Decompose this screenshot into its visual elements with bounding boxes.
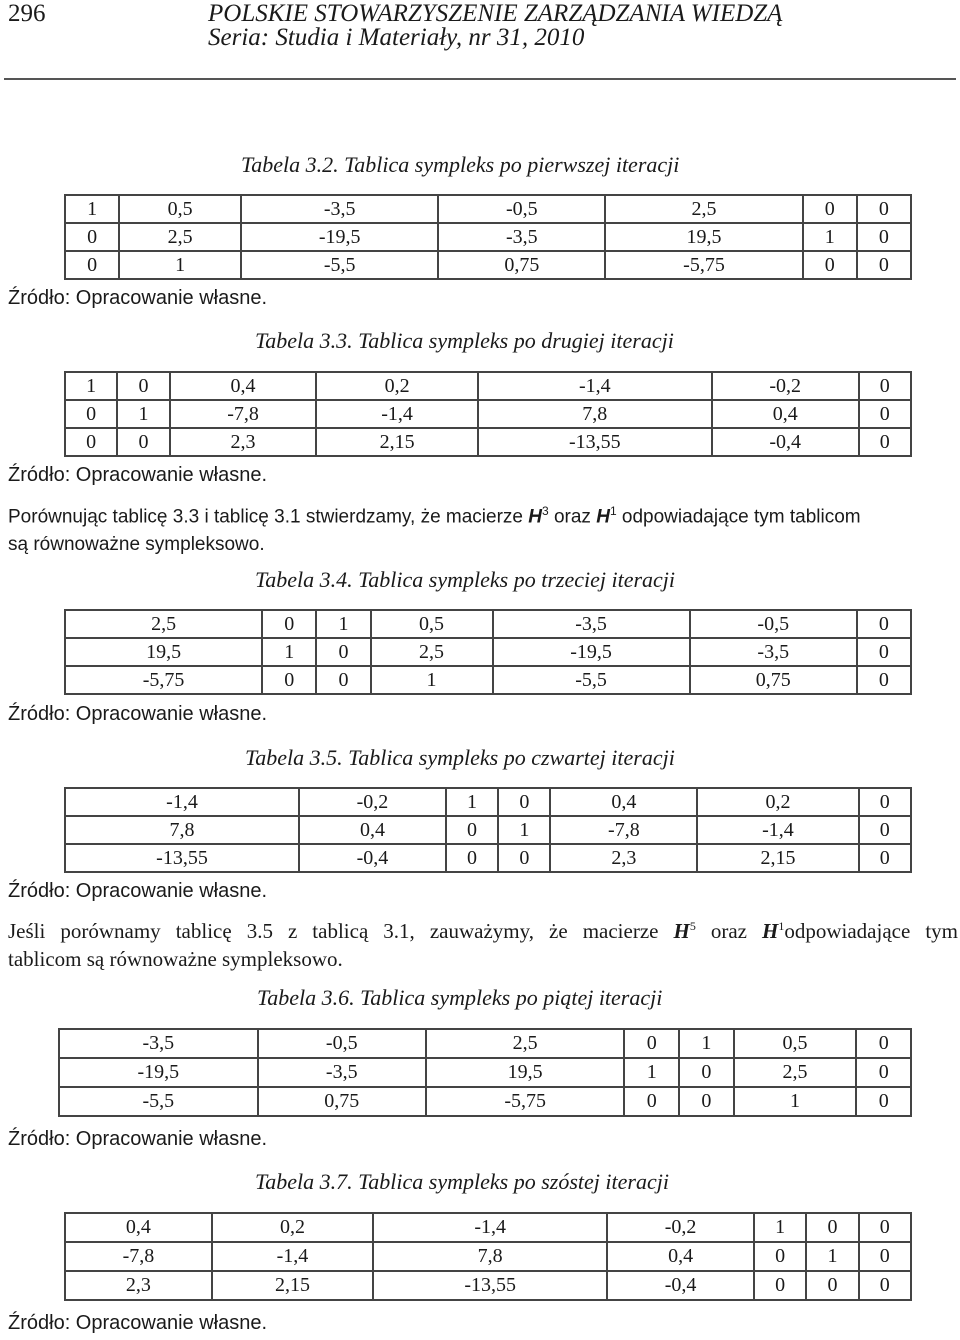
table-cell: 0	[859, 372, 911, 400]
table-cell: -0,4	[607, 1271, 754, 1300]
matrix-superscript: 1	[609, 504, 617, 518]
table-cell: 0,5	[371, 610, 493, 638]
table-cell: 0	[859, 816, 911, 844]
table-cell: 1	[754, 1213, 806, 1242]
table-cell: 0,75	[690, 666, 857, 694]
table-cell: -0,4	[299, 844, 446, 872]
table-cell: 1	[371, 666, 493, 694]
paragraph-text: są równoważne sympleksowo.	[8, 534, 265, 556]
header-rule	[4, 78, 956, 80]
table-cell: -5,5	[59, 1087, 258, 1116]
table-source: Źródło: Opracowanie własne.	[8, 703, 268, 725]
table-cell: 0	[624, 1087, 679, 1116]
table-cell: 2,5	[65, 610, 262, 638]
table-cell: -5,75	[426, 1087, 625, 1116]
paragraph-text: Jeśli porównamy tablicę 3.5 z tablicą 3.1, zauważymy, że macierze	[8, 919, 674, 943]
table-row	[59, 1058, 911, 1087]
table-cell: 0	[859, 400, 911, 428]
table-cell: 0,4	[65, 1213, 212, 1242]
table-cell: 0	[856, 1087, 911, 1116]
table-source: Źródło: Opracowanie własne.	[8, 464, 268, 486]
table-cell: 0,5	[119, 195, 241, 223]
paragraph	[8, 912, 958, 973]
paragraph-text: oraz	[695, 919, 763, 943]
table-row	[59, 1087, 911, 1116]
table-cell: 0	[65, 251, 119, 279]
paragraph-line	[8, 912, 958, 945]
table-cell: -3,5	[493, 610, 690, 638]
table-cell: 0	[498, 788, 550, 816]
table-cell: 0	[446, 844, 498, 872]
table-cell: -19,5	[59, 1058, 258, 1087]
table-caption: Tabela 3.4. Tablica sympleks po trzeciej iteracji	[255, 567, 676, 592]
table-cell: 0	[856, 1058, 911, 1087]
table-cell: 1	[316, 610, 370, 638]
table-cell: 2,5	[426, 1029, 625, 1058]
table-row	[65, 844, 911, 872]
table-cell: 1	[679, 1029, 734, 1058]
table-cell: 0,2	[697, 788, 858, 816]
table-cell: -5,75	[605, 251, 802, 279]
table-cell: 0	[859, 1271, 911, 1300]
table-cell: 0	[262, 666, 316, 694]
table-cell: -5,75	[65, 666, 262, 694]
table-row	[65, 400, 911, 428]
table-caption: Tabela 3.3. Tablica sympleks po drugiej iteracji	[255, 328, 674, 353]
table-row	[65, 666, 911, 694]
table-cell: 2,5	[371, 638, 493, 666]
table-cell: 0,4	[712, 400, 859, 428]
journal-title: POLSKIE STOWARZYSZENIE ZARZĄDZANIA WIEDZĄ	[208, 0, 783, 27]
matrix-superscript: 5	[689, 919, 696, 933]
table-cell: 1	[446, 788, 498, 816]
table-cell: 0	[65, 400, 117, 428]
paragraph-text: tablicom są równoważne sympleksowo.	[8, 947, 343, 971]
table-cell: 1	[262, 638, 316, 666]
table-cell: 2,5	[119, 223, 241, 251]
simplex-table	[64, 371, 912, 457]
table-caption: Tabela 3.2. Tablica sympleks po pierwszej iteracji	[241, 152, 680, 177]
table-cell: 0	[679, 1058, 734, 1087]
table-cell: -19,5	[493, 638, 690, 666]
table-cell: -3,5	[690, 638, 857, 666]
table-cell: -13,55	[65, 844, 299, 872]
table-cell: 0,4	[607, 1242, 754, 1271]
matrix-superscript: 1	[778, 919, 785, 933]
table-cell: -1,4	[65, 788, 299, 816]
table-cell: 0,4	[170, 372, 317, 400]
matrix-superscript: 3	[542, 504, 549, 518]
table-cell: 0	[857, 666, 911, 694]
table-cell: -7,8	[65, 1242, 212, 1271]
table-cell: -1,4	[316, 400, 477, 428]
table-cell: -0,5	[438, 195, 605, 223]
table-cell: 0	[754, 1271, 806, 1300]
table-cell: 1	[65, 372, 117, 400]
paragraph-text: Porównując tablicę 3.3 i tablicę 3.1 stwierdzamy, że macierze	[8, 506, 529, 528]
table-cell: -0,2	[299, 788, 446, 816]
table-caption: Tabela 3.7. Tablica sympleks po szóstej iteracji	[255, 1169, 669, 1194]
table-cell: 0	[857, 195, 911, 223]
table-cell: 0,4	[550, 788, 697, 816]
table-cell: 2,3	[65, 1271, 212, 1300]
table-cell: 0,4	[299, 816, 446, 844]
table-cell: -0,4	[712, 428, 859, 456]
table-cell: -0,2	[712, 372, 859, 400]
table-source: Źródło: Opracowanie własne.	[8, 287, 268, 309]
table-cell: -1,4	[478, 372, 712, 400]
table-cell: 0	[806, 1213, 858, 1242]
table-cell: 0	[679, 1087, 734, 1116]
page-number: 296	[8, 0, 46, 27]
table-cell: 0	[316, 638, 370, 666]
table-cell: 0,2	[212, 1213, 373, 1242]
matrix-symbol: H	[528, 506, 542, 528]
table-cell: -0,5	[690, 610, 857, 638]
table-cell: 7,8	[373, 1242, 607, 1271]
table-row	[65, 1271, 911, 1300]
table-row	[65, 1242, 911, 1271]
table-cell: 7,8	[65, 816, 299, 844]
table-cell: 0	[857, 638, 911, 666]
table-cell: -5,5	[241, 251, 438, 279]
table-cell: 7,8	[478, 400, 712, 428]
table-row	[65, 788, 911, 816]
simplex-table	[64, 787, 912, 873]
table-source: Źródło: Opracowanie własne.	[8, 1128, 268, 1150]
series-info: Seria: Studia i Materiały, nr 31, 2010	[208, 24, 585, 51]
table-row	[65, 638, 911, 666]
table-cell: 0	[859, 844, 911, 872]
table-cell: 1	[803, 223, 857, 251]
table-cell: 0	[859, 428, 911, 456]
table-cell: 19,5	[65, 638, 262, 666]
paragraph-text: odpowiadające tym	[784, 919, 958, 943]
table-cell: 0,75	[438, 251, 605, 279]
paragraph-line	[8, 497, 958, 531]
table-row	[59, 1029, 911, 1058]
table-cell: -3,5	[438, 223, 605, 251]
table-cell: 0	[754, 1242, 806, 1271]
table-cell: 0	[859, 1242, 911, 1271]
table-cell: 0	[624, 1029, 679, 1058]
paragraph-text: odpowiadające tym tablicom	[616, 506, 861, 528]
table-cell: 2,15	[697, 844, 858, 872]
table-source: Źródło: Opracowanie własne.	[8, 880, 268, 902]
simplex-table	[58, 1028, 912, 1117]
table-cell: 2,3	[550, 844, 697, 872]
table-cell: 1	[734, 1087, 857, 1116]
table-row	[65, 428, 911, 456]
paragraph-text: oraz	[548, 506, 597, 528]
matrix-symbol: H	[762, 919, 779, 943]
table-caption: Tabela 3.6. Tablica sympleks po piątej iteracji	[257, 985, 663, 1010]
table-row	[65, 1213, 911, 1242]
table-cell: -3,5	[258, 1058, 426, 1087]
table-cell: 1	[624, 1058, 679, 1087]
table-cell: -3,5	[59, 1029, 258, 1058]
table-cell: 0	[65, 428, 117, 456]
table-cell: 1	[65, 195, 119, 223]
table-source: Źródło: Opracowanie własne.	[8, 1312, 268, 1334]
table-cell: -0,2	[607, 1213, 754, 1242]
table-cell: 2,5	[605, 195, 802, 223]
table-cell: 0	[262, 610, 316, 638]
table-cell: 0	[446, 816, 498, 844]
table-cell: -3,5	[241, 195, 438, 223]
table-cell: -0,5	[258, 1029, 426, 1058]
table-cell: 0	[498, 844, 550, 872]
table-row	[65, 816, 911, 844]
simplex-table	[64, 1212, 912, 1301]
table-cell: 1	[117, 400, 169, 428]
matrix-symbol: H	[596, 506, 610, 528]
table-cell: 0	[857, 223, 911, 251]
table-cell: -7,8	[170, 400, 317, 428]
table-cell: 0,2	[316, 372, 477, 400]
table-cell: 19,5	[605, 223, 802, 251]
table-cell: 2,15	[316, 428, 477, 456]
table-cell: 2,15	[212, 1271, 373, 1300]
table-cell: 0	[316, 666, 370, 694]
table-cell: -13,55	[478, 428, 712, 456]
matrix-symbol: H	[673, 919, 690, 943]
table-cell: 0	[117, 428, 169, 456]
table-cell: 0	[857, 610, 911, 638]
table-cell: 0	[803, 195, 857, 223]
table-cell: 0,5	[734, 1029, 857, 1058]
simplex-table	[64, 609, 912, 695]
simplex-table	[64, 194, 912, 280]
table-cell: 0	[859, 788, 911, 816]
table-cell: 0	[806, 1271, 858, 1300]
table-cell: -1,4	[697, 816, 858, 844]
table-row	[65, 223, 911, 251]
table-row	[65, 372, 911, 400]
paragraph	[8, 497, 958, 559]
table-cell: -5,5	[493, 666, 690, 694]
table-row	[65, 610, 911, 638]
table-cell: 0	[117, 372, 169, 400]
table-cell: 0,75	[258, 1087, 426, 1116]
table-cell: 2,3	[170, 428, 317, 456]
table-cell: 0	[859, 1213, 911, 1242]
table-cell: -7,8	[550, 816, 697, 844]
table-cell: 0	[65, 223, 119, 251]
table-cell: -1,4	[373, 1213, 607, 1242]
table-caption: Tabela 3.5. Tablica sympleks po czwartej iteracji	[245, 745, 675, 770]
table-cell: 0	[803, 251, 857, 279]
table-cell: 1	[119, 251, 241, 279]
table-row	[65, 195, 911, 223]
table-row	[65, 251, 911, 279]
table-cell: -1,4	[212, 1242, 373, 1271]
table-cell: 19,5	[426, 1058, 625, 1087]
table-cell: 0	[857, 251, 911, 279]
table-cell: 1	[806, 1242, 858, 1271]
table-cell: -13,55	[373, 1271, 607, 1300]
table-cell: 0	[856, 1029, 911, 1058]
table-cell: 2,5	[734, 1058, 857, 1087]
table-cell: -19,5	[241, 223, 438, 251]
table-cell: 1	[498, 816, 550, 844]
